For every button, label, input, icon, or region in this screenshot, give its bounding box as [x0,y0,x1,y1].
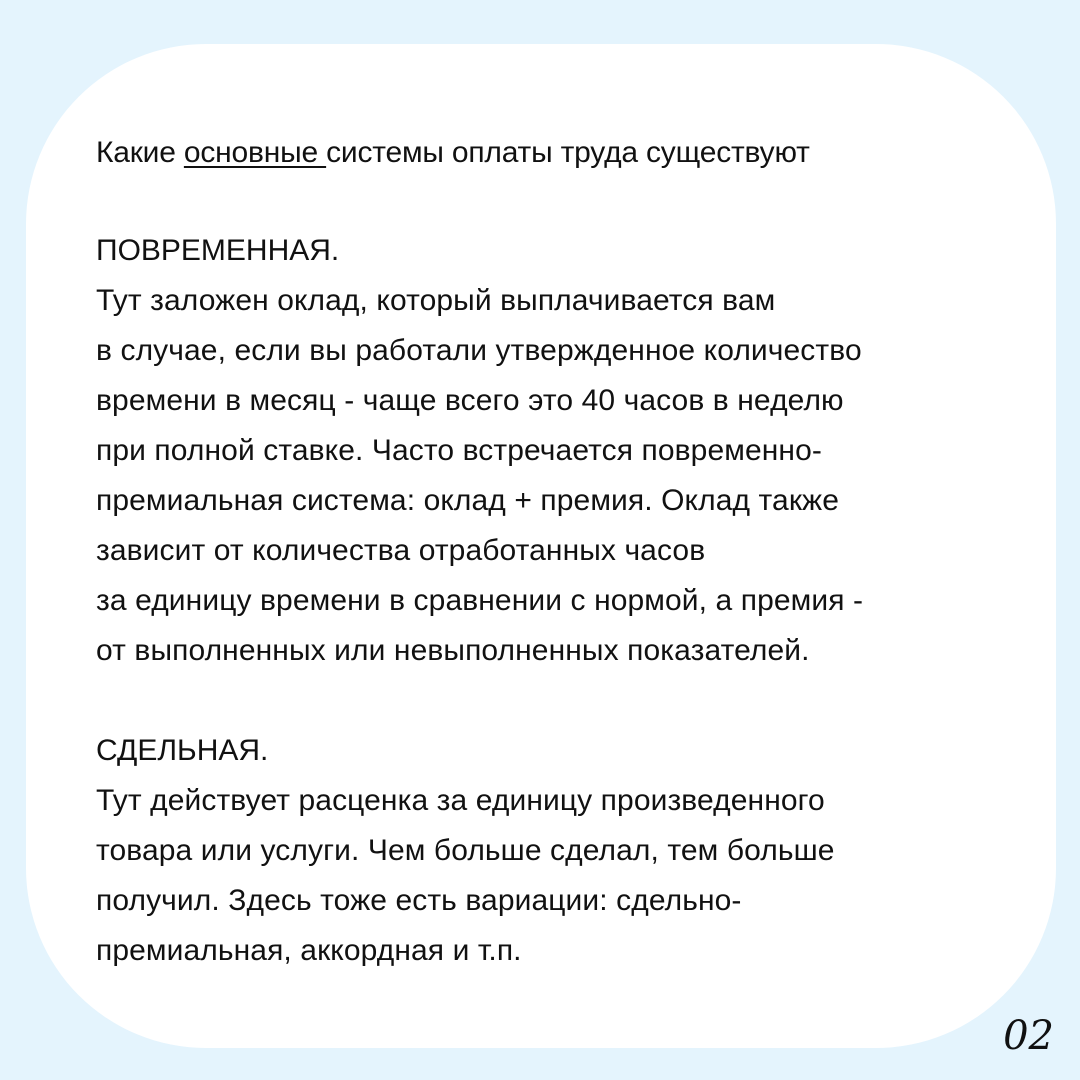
paragraph-line: времени в месяц - чаще всего это 40 часов в неделю [96,384,844,417]
paragraph-line: зависит от количества отработанных часов [96,534,706,567]
paragraph-line: товара или услуги. Чем больше сделал, тем больше [96,834,835,867]
page-number: 02 [1003,1013,1054,1059]
section-time-based [96,226,1046,676]
paragraph-line: при полной ставке. Часто встречается повременно- [96,434,822,467]
section-title: ПОВРЕМЕННАЯ. [96,234,340,267]
paragraph-line: в случае, если вы работали утвержденное количество [96,334,862,367]
heading-before: Какие [96,136,184,169]
paragraph-line: Тут действует расценка за единицу произведенного [96,784,825,817]
page-heading [96,132,1046,174]
paragraph-line: получил. Здесь тоже есть вариации: сдельно- [96,884,742,917]
paragraph-line: от выполненных или невыполненных показателей. [96,634,810,667]
paragraph-line: премиальная система: оклад + премия. Оклад также [96,484,840,517]
paragraph-line: Тут заложен оклад, который выплачивается вам [96,284,776,317]
heading-after: системы оплаты труда существуют [326,136,810,169]
heading-underlined-word: основные [183,136,327,169]
section-title: СДЕЛЬНАЯ. [96,734,269,767]
section-piece-rate [96,726,1046,976]
paragraph-line: за единицу времени в сравнении с нормой, а премия - [96,584,864,617]
content [96,132,1046,976]
paragraph-line: премиальная, аккордная и т.п. [96,934,522,967]
